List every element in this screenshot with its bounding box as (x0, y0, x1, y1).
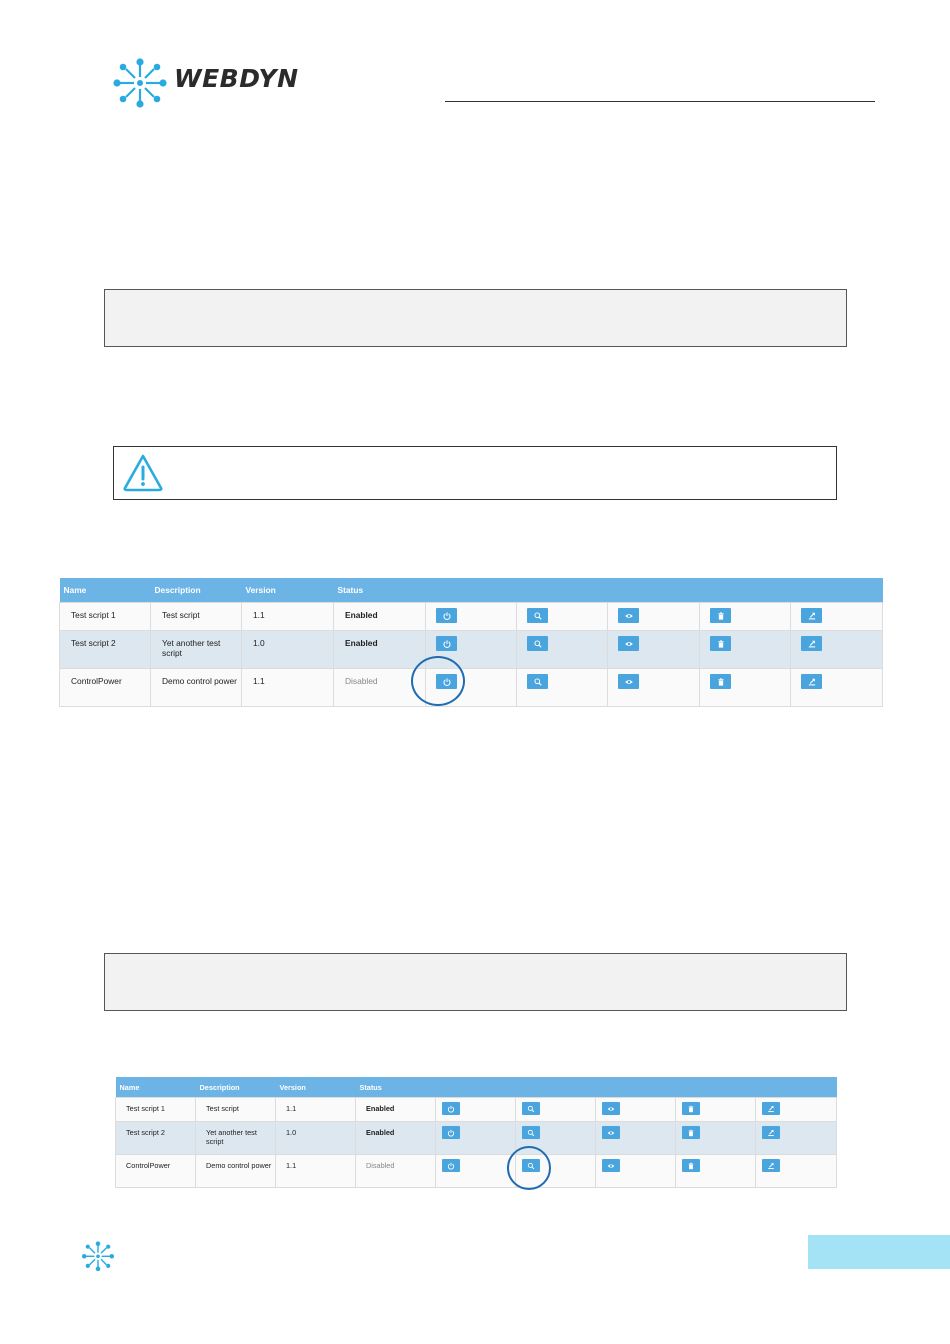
brand-name: WEBDYN (174, 64, 299, 93)
delete-button[interactable] (682, 1126, 700, 1139)
view-button[interactable] (602, 1159, 620, 1172)
trash-icon (716, 639, 725, 648)
cell-version: 1.1 (276, 1155, 356, 1188)
export-button[interactable] (801, 636, 822, 651)
view-source-button[interactable] (527, 674, 548, 689)
eye-icon (624, 611, 633, 620)
column-header-action (700, 578, 791, 603)
column-header-action (756, 1077, 837, 1098)
cell-description: Demo control power (196, 1155, 276, 1188)
action-cell (517, 603, 608, 631)
column-header-action (608, 578, 700, 603)
action-cell (436, 1155, 516, 1188)
table-row (116, 1122, 837, 1155)
highlight-circle-search (507, 1146, 551, 1190)
export-icon (767, 1162, 775, 1170)
view-button[interactable] (602, 1126, 620, 1139)
delete-button[interactable] (710, 608, 731, 623)
power-icon (442, 639, 451, 648)
export-icon (807, 611, 816, 620)
export-icon (767, 1105, 775, 1113)
cell-name: Test script 1 (60, 603, 151, 631)
trash-icon (687, 1105, 695, 1113)
view-button[interactable] (602, 1102, 620, 1115)
search-icon (533, 639, 542, 648)
action-cell (756, 1122, 837, 1155)
delete-button[interactable] (682, 1159, 700, 1172)
export-icon (767, 1129, 775, 1137)
webdyn-logo (110, 55, 299, 110)
delete-button[interactable] (710, 636, 731, 651)
webdyn-logo-mark-icon (80, 1238, 116, 1274)
table-row (60, 631, 883, 669)
table-row (60, 603, 883, 631)
trash-icon (716, 611, 725, 620)
action-cell (517, 669, 608, 707)
action-cell (608, 669, 700, 707)
export-button[interactable] (801, 674, 822, 689)
table-row (60, 669, 883, 707)
action-cell (700, 631, 791, 669)
cell-version: 1.0 (242, 631, 334, 669)
enable-button[interactable] (442, 1102, 460, 1115)
cell-status: Enabled (334, 631, 426, 669)
column-header-action (596, 1077, 676, 1098)
action-cell (700, 669, 791, 707)
eye-icon (607, 1105, 615, 1113)
footer-page-bar (808, 1235, 950, 1269)
view-button[interactable] (618, 674, 639, 689)
cell-name: ControlPower (60, 669, 151, 707)
column-header-action (791, 578, 883, 603)
cell-version: 1.1 (242, 669, 334, 707)
trash-icon (716, 677, 725, 686)
table-row (116, 1098, 837, 1122)
column-header-version: Version (276, 1077, 356, 1098)
action-cell (516, 1098, 596, 1122)
column-header-version: Version (242, 578, 334, 603)
search-icon (533, 677, 542, 686)
cell-name: Test script 1 (116, 1098, 196, 1122)
eye-icon (624, 639, 633, 648)
enable-button[interactable] (442, 1126, 460, 1139)
power-icon (447, 1129, 455, 1137)
action-cell (596, 1155, 676, 1188)
cell-description: Yet another test script (151, 631, 242, 669)
column-header-description: Description (196, 1077, 276, 1098)
eye-icon (624, 677, 633, 686)
column-header-action (517, 578, 608, 603)
export-button[interactable] (762, 1102, 780, 1115)
eye-icon (607, 1129, 615, 1137)
table-header-row (60, 578, 883, 603)
cell-status: Disabled (334, 669, 426, 707)
action-cell (676, 1155, 756, 1188)
action-cell (517, 631, 608, 669)
delete-button[interactable] (682, 1102, 700, 1115)
action-cell (700, 603, 791, 631)
cell-version: 1.1 (276, 1098, 356, 1122)
code-box-1 (104, 289, 847, 347)
cell-description: Yet another test script (196, 1122, 276, 1155)
column-header-name: Name (116, 1077, 196, 1098)
cell-description: Test script (151, 603, 242, 631)
enable-button[interactable] (436, 636, 457, 651)
webdyn-logo-mark-icon (110, 55, 170, 110)
cell-description: Test script (196, 1098, 276, 1122)
action-cell (426, 603, 517, 631)
cell-version: 1.1 (242, 603, 334, 631)
export-button[interactable] (801, 608, 822, 623)
export-button[interactable] (762, 1126, 780, 1139)
cell-status: Enabled (356, 1098, 436, 1122)
column-header-description: Description (151, 578, 242, 603)
column-header-status: Status (334, 578, 426, 603)
eye-icon (607, 1162, 615, 1170)
view-source-button[interactable] (527, 636, 548, 651)
action-cell (791, 603, 883, 631)
footer-logo (80, 1238, 116, 1274)
cell-version: 1.0 (276, 1122, 356, 1155)
power-icon (442, 611, 451, 620)
column-header-status: Status (356, 1077, 436, 1098)
enable-button[interactable] (436, 608, 457, 623)
view-button[interactable] (618, 636, 639, 651)
code-box-2 (104, 953, 847, 1011)
cell-name: Test script 2 (116, 1122, 196, 1155)
search-icon (527, 1129, 535, 1137)
table-header-row (116, 1077, 837, 1098)
enable-button[interactable] (442, 1159, 460, 1172)
column-header-name: Name (60, 578, 151, 603)
warning-icon (122, 453, 164, 493)
search-icon (533, 611, 542, 620)
view-source-button[interactable] (527, 608, 548, 623)
action-cell (608, 631, 700, 669)
cell-status: Disabled (356, 1155, 436, 1188)
scripts-table-1 (59, 578, 883, 707)
cell-status: Enabled (356, 1122, 436, 1155)
table-row (116, 1155, 837, 1188)
delete-button[interactable] (710, 674, 731, 689)
export-icon (807, 639, 816, 648)
warning-box (113, 446, 837, 500)
action-cell (436, 1098, 516, 1122)
column-header-action (516, 1077, 596, 1098)
highlight-circle-power (411, 656, 465, 706)
export-button[interactable] (762, 1159, 780, 1172)
column-header-action (426, 578, 517, 603)
scripts-table-2 (115, 1077, 837, 1188)
action-cell (436, 1122, 516, 1155)
view-button[interactable] (618, 608, 639, 623)
action-cell (791, 669, 883, 707)
view-source-button[interactable] (522, 1102, 540, 1115)
cell-name: ControlPower (116, 1155, 196, 1188)
export-icon (807, 677, 816, 686)
action-cell (596, 1098, 676, 1122)
trash-icon (687, 1162, 695, 1170)
column-header-action (676, 1077, 756, 1098)
action-cell (791, 631, 883, 669)
column-header-action (436, 1077, 516, 1098)
header-rule (445, 101, 875, 102)
action-cell (676, 1122, 756, 1155)
action-cell (676, 1098, 756, 1122)
cell-description: Demo control power (151, 669, 242, 707)
view-source-button[interactable] (522, 1126, 540, 1139)
cell-status: Enabled (334, 603, 426, 631)
action-cell (596, 1122, 676, 1155)
action-cell (756, 1155, 837, 1188)
power-icon (447, 1105, 455, 1113)
trash-icon (687, 1129, 695, 1137)
search-icon (527, 1105, 535, 1113)
cell-name: Test script 2 (60, 631, 151, 669)
power-icon (447, 1162, 455, 1170)
action-cell (756, 1098, 837, 1122)
action-cell (608, 603, 700, 631)
